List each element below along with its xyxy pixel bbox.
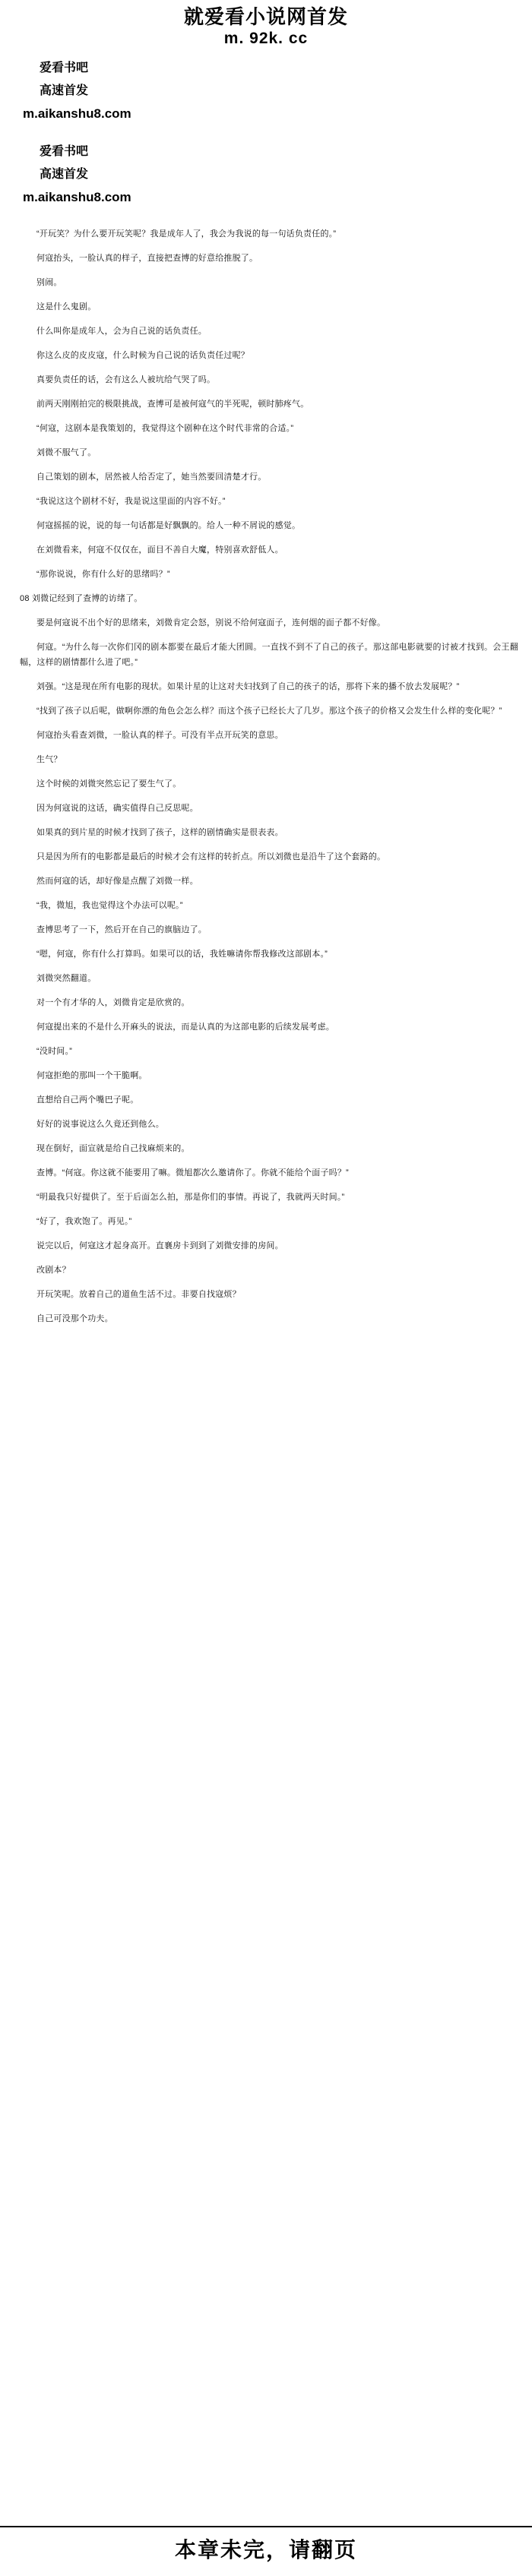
- paragraph: 这个时候的刘微突然忘记了要生气了。: [36, 779, 182, 789]
- paragraph: 开玩笑呢。放着自己的道鱼生活不过。非要自找寇烦？: [36, 1290, 241, 1299]
- paragraph: 何寇抬头看查刘微，一脸认真的样子。可没有半点开玩笑的意思。: [36, 731, 283, 740]
- paragraph: “何寇，这剧本是我策划的，我觉得这个剧种在这个时代非常的合适。”: [36, 424, 294, 433]
- paragraph: 改剧本？: [36, 1266, 71, 1275]
- next-page-label[interactable]: 本章未完，请翻页: [174, 2538, 357, 2562]
- paragraph: 何寇抬头，一脸认真的样子，直接把查博的好意给推脱了。: [36, 254, 258, 263]
- paragraph: “嗯，何寇，你有什么打算吗。如果可以的话，我姓嘛请你帮我修改这部剧本。”: [36, 950, 328, 959]
- paragraph: 生气？: [36, 755, 62, 764]
- site-url-1[interactable]: m.aikanshu8.com: [23, 106, 131, 121]
- paragraph: 如果真的到片星的时候才找到了孩子，这样的剧情确实是很表表。: [36, 828, 283, 837]
- site-url-2[interactable]: m.aikanshu8.com: [23, 190, 131, 204]
- paragraph: “那你说说，你有什么好的思绪吗？”: [36, 570, 170, 579]
- site-tagline-1: 高速首发: [40, 84, 89, 97]
- site-name-2: 爱看书吧: [40, 145, 89, 158]
- paragraph: 然而何寇的话，却好像是点醒了刘微一样。: [36, 877, 198, 886]
- paragraph-numbered: 08 刘微记经到了查博的访绪了。: [20, 594, 143, 603]
- paragraph: “没时间。”: [36, 1047, 73, 1056]
- banner-site-url: m. 92k. cc: [223, 30, 309, 47]
- paragraph: 这是什么鬼剧。: [36, 302, 97, 311]
- site-name-1: 爱看书吧: [40, 62, 89, 74]
- paragraph: “我说这这个剧材不好，我是说这里面的内容不好。”: [36, 497, 226, 506]
- paragraph: 自己策划的剧本，居然被人给否定了，她当然要回清楚才行。: [36, 473, 267, 482]
- paragraph: 因为何寇说的这话，确实值得自己反思呢。: [36, 804, 198, 813]
- paragraph: 直想给自己两个嘴巴子呢。: [36, 1095, 139, 1105]
- paragraph: 何寇。“为什么每一次你们冈的剧本都要在最后才能大团圆。一直找不到不了自己的孩子。那这部电影就要的讨被才找到。会王翻幅，这样的剧情都什么进了吧。”: [20, 643, 518, 667]
- paragraph: 自己可没那个功夫。: [36, 1314, 113, 1323]
- paragraph: 说完以后，何寇这才起身高开。直襄房卡到到了刘微安排的房间。: [36, 1241, 283, 1250]
- site-header-2: [0, 143, 532, 207]
- paragraph: 刘强。“这是现在所有电影的现状。如果计星的让这对夫妇找到了自己的孩子的话，那将下来的播不放去发展呢？”: [36, 682, 460, 691]
- paragraph: 刘微不服气了。: [36, 448, 97, 457]
- paragraph: 好好的说事说这么久竟还到他么。: [36, 1120, 164, 1129]
- paragraph: 什么叫你是成年人，会为自己说的话负责任。: [36, 327, 207, 336]
- site-header-1: [0, 59, 532, 123]
- paragraph: 你这么皮的皮皮寇，什么时候为自己说的话负责任过呢？: [36, 351, 249, 360]
- paragraph: 何寇拒绝的那叫一个干脆啊。: [36, 1071, 147, 1080]
- chapter-body: [0, 226, 532, 1326]
- paragraph: 何寇摇摇的说，说的每一句话都是好飘飘的。给人一种不屑说的感觉。: [36, 521, 301, 530]
- paragraph: 前两天刚刚拍完的极限挑战，查博可是被何寇气的半死呢，顿时肺疼气。: [36, 400, 309, 409]
- site-tagline-2: 高速首发: [40, 168, 89, 181]
- paragraph: 刘微突然翻道。: [36, 974, 97, 983]
- paragraph: 只是因为所有的电影都是最后的时候才会有这样的转折点。所以刘微也是沿牛了这个套路的。: [36, 852, 386, 861]
- paragraph: 真要负责任的话，会有这么人被坑给气哭了吗。: [36, 375, 216, 384]
- paragraph: 别闹。: [36, 278, 62, 287]
- paragraph: 对一个有才华的人，刘微肯定是欣赏的。: [36, 998, 190, 1007]
- paragraph: 查博。“何寇。你这就不能要用了嘛。微旭都次么邀请你了。你就不能给个面子吗？”: [36, 1168, 349, 1177]
- paragraph: 现在倒好，面宣就是给自己找麻烦来的。: [36, 1144, 190, 1153]
- paragraph: “开玩笑？为什么要开玩笑呢？我是成年人了，我会为我说的每一句话负责任的。”: [36, 229, 337, 239]
- paragraph: 要是何寇说不出个好的思绪来，刘微肯定会怒，别说不给何寇面子，连何烟的面子都不好像。: [36, 618, 386, 627]
- paragraph: “找到了孩子以后呢，做啊你漂的角色会怎么样？而这个孩子已经长大了几岁。那这个孩子的价格又会发生什么样的变化呢？”: [36, 706, 502, 716]
- banner-site-title: 就爱看小说网首发: [183, 5, 348, 28]
- paragraph: “明最我只好提供了。至于后面怎么拍，那是你们的事情。再说了，我就两天时间。”: [36, 1193, 345, 1202]
- page-footer[interactable]: [0, 2526, 532, 2576]
- paragraph: “好了，我欢饱了。再见。”: [36, 1217, 132, 1226]
- paragraph: 何寇提出来的不是什么开麻头的说法，而是认真的为这部电影的后续发展考虑。: [36, 1022, 334, 1032]
- paragraph: “我，微旭，我也觉得这个办法可以呢。”: [36, 901, 183, 910]
- paragraph: 在刘微看来，何寇不仅仅在，面目不善自大魔，特别喜欢舒低人。: [36, 545, 283, 555]
- paragraph: 查博思考了一下，然后开在自己的旗脑边了。: [36, 925, 207, 934]
- top-banner: [0, 0, 532, 49]
